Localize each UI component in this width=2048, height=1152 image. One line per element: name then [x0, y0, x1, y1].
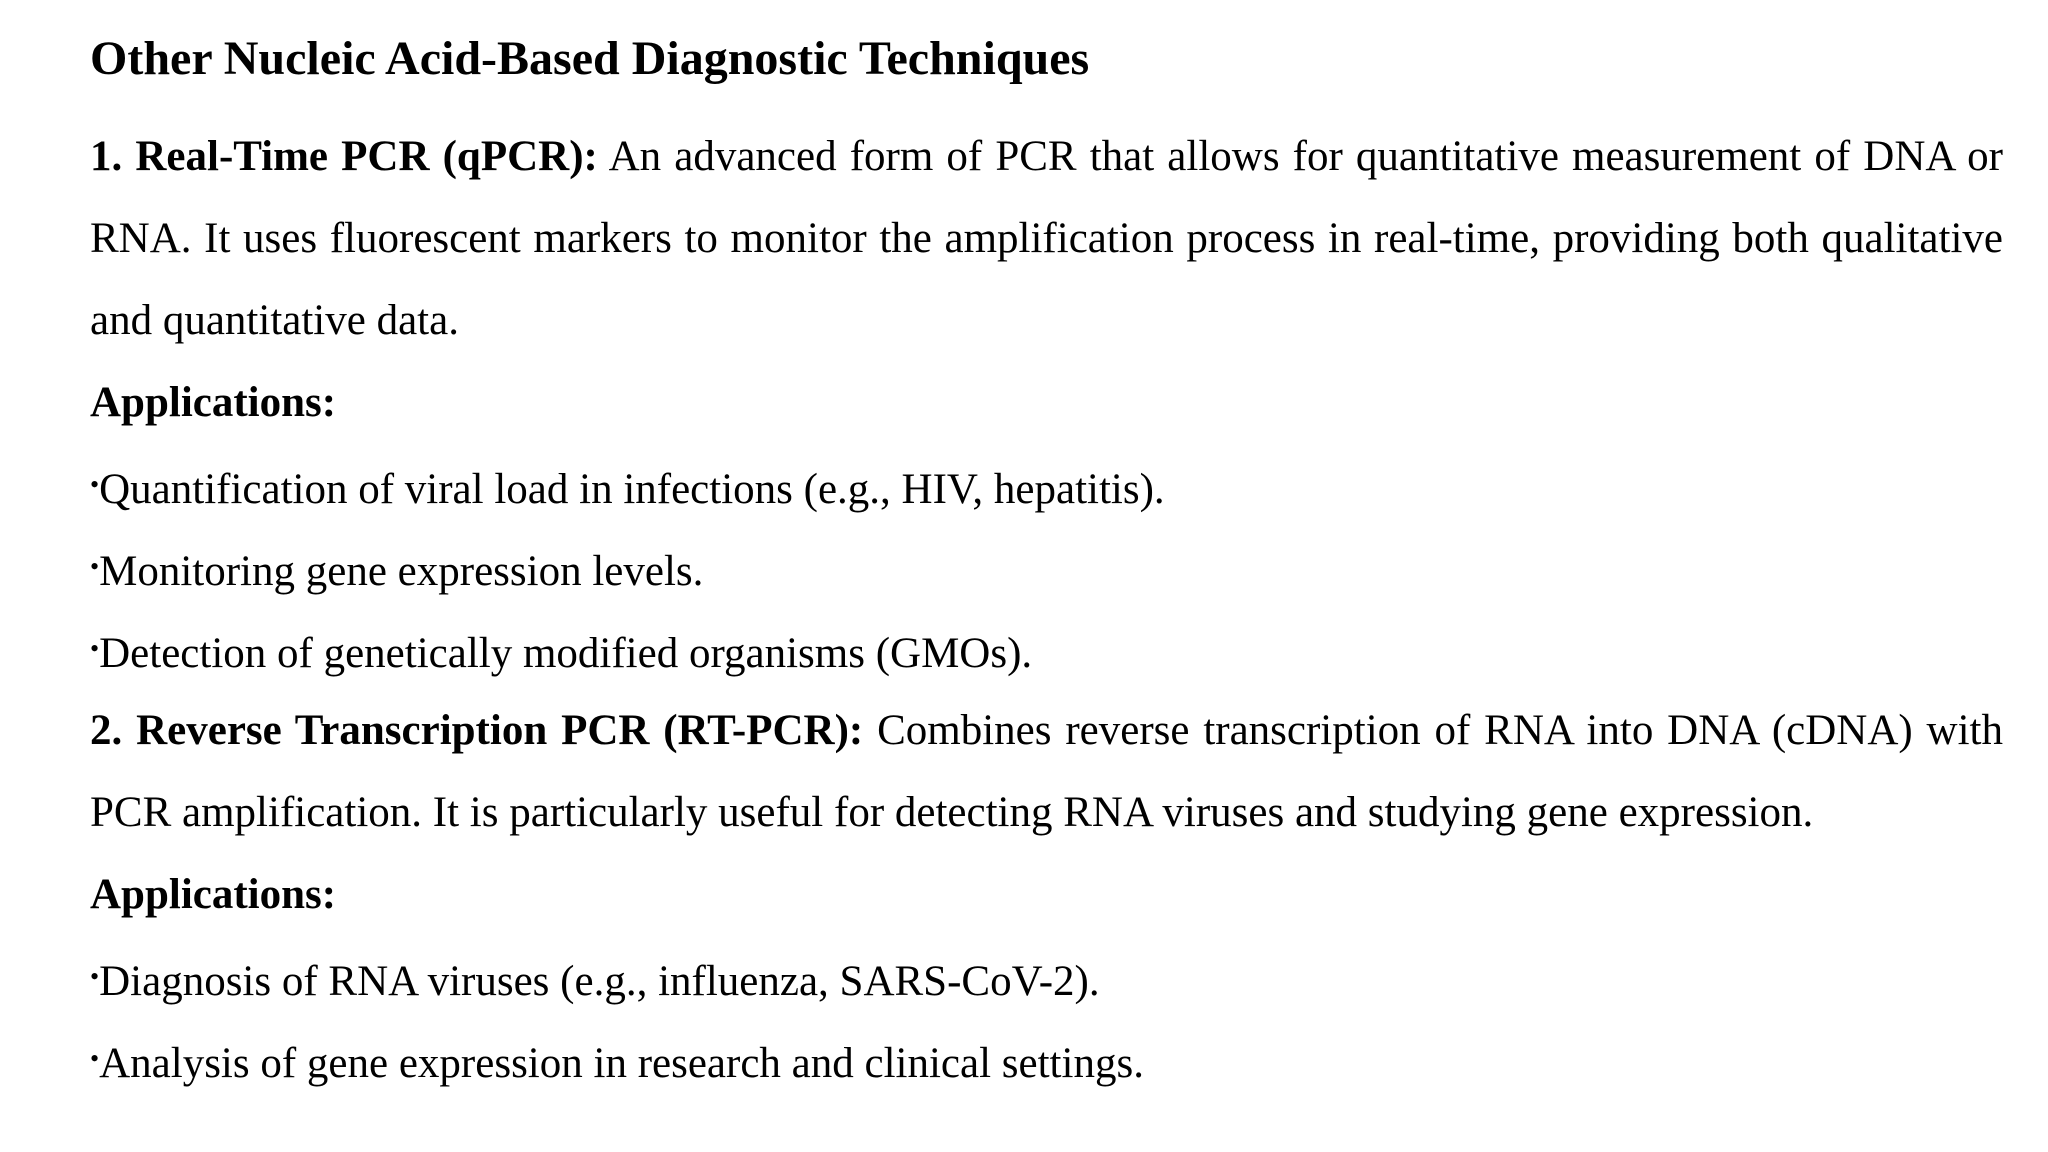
list-item: •Analysis of gene expression in research and clinical settings. — [90, 1040, 1144, 1087]
section-qpcr-heading: 1. Real-Time PCR (qPCR): — [90, 133, 598, 180]
section-rtpcr-applications-list — [90, 936, 2003, 1100]
bullet-icon: • — [90, 552, 100, 581]
section-rtpcr-description — [90, 690, 2003, 854]
section-qpcr-applications-label: Applications: — [90, 379, 337, 426]
list-item: •Quantification of viral load in infections (e.g., HIV, hepatitis). — [90, 466, 1165, 513]
section-rtpcr-applications-label: Applications: — [90, 871, 337, 918]
section-qpcr-body: An advanced form of PCR that allows for quantitative measurement of DNA or RNA. It uses fluorescent markers to monitor the amplification process in real-time, providing both qualitative and quantitative data. — [90, 133, 2003, 344]
list-item: •Detection of genetically modified organisms (GMOs). — [90, 630, 1033, 677]
section-rtpcr-heading: 2. Reverse Transcription PCR (RT-PCR): — [90, 707, 864, 754]
bullet-icon: • — [90, 962, 100, 991]
bullet-icon: • — [90, 470, 100, 499]
section-qpcr-description — [90, 116, 2003, 362]
list-item: •Diagnosis of RNA viruses (e.g., influenza, SARS-CoV-2). — [90, 958, 1100, 1005]
bullet-icon: • — [90, 634, 100, 663]
bullet-icon: • — [90, 1044, 100, 1073]
list-item: •Monitoring gene expression levels. — [90, 548, 704, 595]
section-rtpcr-body: Combines reverse transcription of RNA into DNA (cDNA) with PCR amplification. It is particularly useful for detecting RNA viruses and studying gene expression. — [90, 707, 2003, 836]
section-qpcr-applications-list — [90, 444, 2003, 690]
page-title: Other Nucleic Acid-Based Diagnostic Techniques — [90, 32, 1090, 85]
